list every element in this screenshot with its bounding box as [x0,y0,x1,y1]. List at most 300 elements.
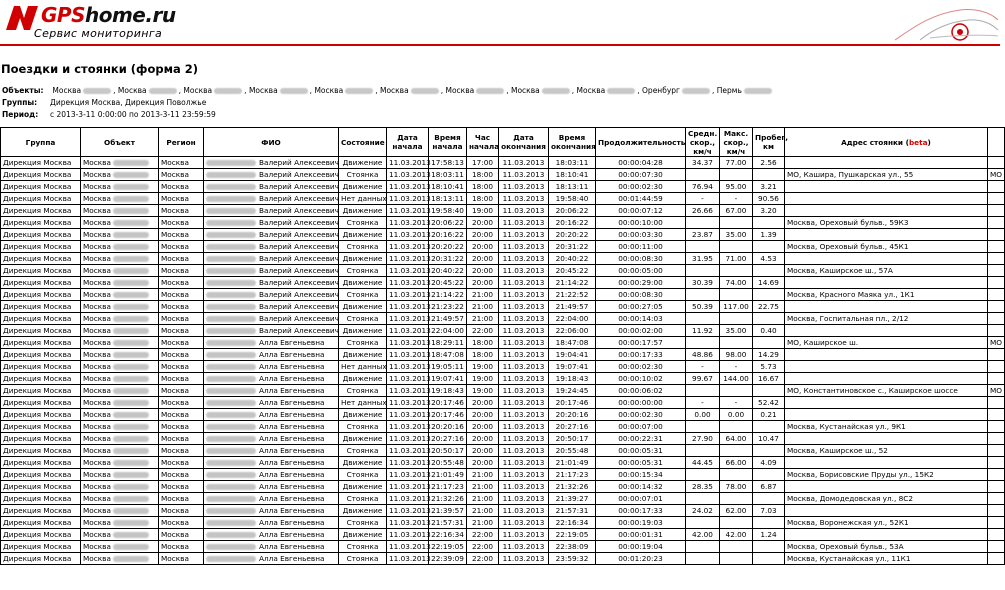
redacted-object-id [113,340,149,346]
cell-max-speed [720,337,753,349]
cell-region: Москва [159,421,204,433]
redacted-object-id [113,544,149,550]
cell-region: Москва [159,301,204,313]
page-title: Поездки и стоянки (форма 2) [1,62,199,76]
table-row [1,373,1005,385]
cell-group: Дирекция Москва [1,553,81,565]
table-body [1,157,1005,565]
cell-state: Движение [339,253,387,265]
cell-start-time: 19:18:43 [429,385,467,397]
cell-region: Москва [159,169,204,181]
cell-mileage: 4.53 [753,253,785,265]
cell-extra [988,301,1005,313]
cell-start-date: 11.03.2013 [387,529,429,541]
cell-name [204,253,339,265]
cell-extra [988,457,1005,469]
cell-avg-speed: 28.35 [686,481,720,493]
redacted-object-id [113,208,149,214]
cell-state: Движение [339,529,387,541]
object-text: Москва [83,434,111,443]
cell-duration: 00:00:10:02 [596,373,686,385]
cell-address [785,181,988,193]
cell-max-speed: 117.00 [720,301,753,313]
table-row [1,253,1005,265]
cell-name [204,445,339,457]
cell-object [81,529,159,541]
redacted-surname [206,544,256,550]
redacted-object-id [280,88,308,94]
cell-start-hour: 19:00 [467,385,499,397]
col-avg-speed[interactable]: Средн. скор., км/ч [686,128,720,157]
object-city: Москва [511,86,540,95]
object-text: Москва [83,398,111,407]
cell-start-hour: 20:00 [467,265,499,277]
redacted-object-id [113,496,149,502]
cell-region: Москва [159,349,204,361]
object-text: Москва [83,266,111,275]
cell-end-date: 11.03.2013 [499,421,549,433]
cell-duration: 00:00:07:12 [596,205,686,217]
cell-duration: 00:00:08:30 [596,253,686,265]
cell-extra [988,325,1005,337]
table-row [1,241,1005,253]
cell-max-speed [720,553,753,565]
cell-max-speed [720,217,753,229]
cell-object [81,253,159,265]
cell-start-time: 20:50:17 [429,445,467,457]
redacted-object-id [113,196,149,202]
cell-extra: МО [988,385,1005,397]
redacted-surname [206,364,256,370]
table-row [1,325,1005,337]
cell-start-hour: 22:00 [467,541,499,553]
cell-object [81,181,159,193]
objects-line [2,86,774,95]
cell-max-speed [720,445,753,457]
cell-start-hour: 21:00 [467,505,499,517]
cell-name [204,289,339,301]
cell-mileage [753,265,785,277]
cell-end-time: 20:27:16 [549,421,596,433]
groups-value: Дирекция Москва, Дирекция Поволжье [50,98,207,107]
cell-mileage: 5.73 [753,361,785,373]
cell-end-date: 11.03.2013 [499,289,549,301]
table-row [1,529,1005,541]
object-entry [717,86,774,95]
object-text: Москва [83,182,111,191]
cell-start-date: 11.03.2013 [387,493,429,505]
cell-avg-speed: 26.66 [686,205,720,217]
name-text: Алла Евгеньевна [259,386,325,395]
cell-group: Дирекция Москва [1,397,81,409]
cell-state: Движение [339,349,387,361]
name-text: Валерий Алексеевич [259,266,339,275]
cell-end-date: 11.03.2013 [499,349,549,361]
redacted-object-id [607,88,635,94]
table-row [1,193,1005,205]
cell-region: Москва [159,241,204,253]
cell-state: Стоянка [339,445,387,457]
cell-start-hour: 20:00 [467,253,499,265]
object-text: Москва [83,278,111,287]
object-text: Москва [83,530,111,539]
cell-state: Стоянка [339,421,387,433]
cell-extra [988,229,1005,241]
redacted-surname [206,316,256,322]
cell-mileage: 3.20 [753,205,785,217]
cell-extra [988,313,1005,325]
cell-region: Москва [159,193,204,205]
cell-avg-speed: - [686,361,720,373]
cell-name [204,241,339,253]
col-end-date[interactable]: Дата окончания [499,128,549,157]
name-text: Алла Евгеньевна [259,338,325,347]
col-end-time[interactable]: Время окончания [549,128,596,157]
logo-brand [41,3,176,27]
cell-address: Москва, Домодедовская ул., 8С2 [785,493,988,505]
cell-address [785,397,988,409]
cell-end-time: 18:47:08 [549,337,596,349]
name-text: Валерий Алексеевич [259,230,339,239]
cell-start-hour: 20:00 [467,397,499,409]
redacted-object-id [542,88,570,94]
cell-extra [988,241,1005,253]
cell-avg-speed: 34.37 [686,157,720,169]
redacted-object-id [476,88,504,94]
cell-mileage [753,421,785,433]
cell-extra [988,289,1005,301]
cell-group: Дирекция Москва [1,229,81,241]
cell-mileage [753,169,785,181]
redacted-surname [206,256,256,262]
col-duration[interactable]: Продолжительность [596,128,686,157]
cell-name [204,313,339,325]
cell-state: Движение [339,325,387,337]
cell-object [81,373,159,385]
object-text: Москва [83,374,111,383]
cell-start-time: 21:49:57 [429,313,467,325]
cell-max-speed: - [720,193,753,205]
cell-region: Москва [159,313,204,325]
cell-avg-speed [686,445,720,457]
cell-name [204,337,339,349]
cell-state: Стоянка [339,289,387,301]
object-text: Москва [83,206,111,215]
redacted-object-id [744,88,772,94]
redacted-object-id [113,292,149,298]
col-start-hour[interactable]: Час начала [467,128,499,157]
cell-avg-speed [686,289,720,301]
cell-state: Движение [339,229,387,241]
cell-name [204,529,339,541]
cell-mileage [753,385,785,397]
cell-end-date: 11.03.2013 [499,313,549,325]
cell-address [785,325,988,337]
cell-name [204,397,339,409]
cell-max-speed [720,385,753,397]
object-city: Москва [183,86,213,95]
col-address[interactable] [785,128,988,157]
cell-name [204,277,339,289]
cell-max-speed: 71.00 [720,253,753,265]
cell-region: Москва [159,409,204,421]
cell-start-date: 11.03.2013 [387,397,429,409]
cell-region: Москва [159,397,204,409]
cell-start-date: 11.03.2013 [387,301,429,313]
cell-state: Стоянка [339,469,387,481]
cell-max-speed [720,169,753,181]
redacted-object-id [113,388,149,394]
cell-group: Дирекция Москва [1,301,81,313]
table-row [1,181,1005,193]
col-name[interactable]: ФИО [204,128,339,157]
objects-label: Объекты: [2,86,44,95]
cell-avg-speed: 76.94 [686,181,720,193]
cell-start-hour: 20:00 [467,457,499,469]
cell-name [204,493,339,505]
redacted-object-id [113,556,149,562]
table-row [1,409,1005,421]
name-text: Валерий Алексеевич [259,326,339,335]
cell-extra [988,505,1005,517]
cell-start-date: 11.03.2013 [387,421,429,433]
cell-start-hour: 21:00 [467,313,499,325]
cell-address [785,505,988,517]
name-text: Алла Евгеньевна [259,518,325,527]
table-row [1,397,1005,409]
cell-address [785,253,988,265]
cell-group: Дирекция Москва [1,241,81,253]
cell-avg-speed [686,265,720,277]
cell-avg-speed: 11.92 [686,325,720,337]
cell-object [81,217,159,229]
name-text: Валерий Алексеевич [259,314,339,323]
redacted-object-id [113,364,149,370]
cell-start-time: 20:31:22 [429,253,467,265]
cell-group: Дирекция Москва [1,169,81,181]
redacted-surname [206,388,256,394]
cell-start-date: 11.03.2013 [387,253,429,265]
cell-max-speed: - [720,397,753,409]
table-row [1,169,1005,181]
cell-start-hour: 18:00 [467,193,499,205]
cell-start-hour: 18:00 [467,337,499,349]
redacted-object-id [113,280,149,286]
name-text: Алла Евгеньевна [259,494,325,503]
redacted-object-id [113,532,149,538]
cell-name [204,505,339,517]
cell-start-date: 11.03.2013 [387,457,429,469]
col-state[interactable]: Состояние [339,128,387,157]
redacted-surname [206,184,256,190]
cell-end-time: 21:14:22 [549,277,596,289]
redacted-object-id [113,316,149,322]
cell-address: Москва, Госпитальная пл., 2/12 [785,313,988,325]
cell-avg-speed: - [686,397,720,409]
cell-end-date: 11.03.2013 [499,529,549,541]
cell-duration: 00:00:19:04 [596,541,686,553]
col-region[interactable]: Регион [159,128,204,157]
cell-max-speed [720,493,753,505]
cell-group: Дирекция Москва [1,205,81,217]
redacted-object-id [113,352,149,358]
object-text: Москва [83,230,111,239]
cell-state: Стоянка [339,241,387,253]
cell-name [204,361,339,373]
table-row [1,217,1005,229]
cell-extra [988,361,1005,373]
table-row [1,205,1005,217]
redacted-object-id [113,508,149,514]
cell-start-date: 11.03.2013 [387,469,429,481]
cell-object [81,289,159,301]
cell-start-date: 11.03.2013 [387,313,429,325]
cell-max-speed: 35.00 [720,325,753,337]
cell-start-date: 11.03.2013 [387,517,429,529]
cell-start-time: 19:58:40 [429,205,467,217]
cell-start-hour: 21:00 [467,289,499,301]
cell-region: Москва [159,253,204,265]
cell-mileage [753,313,785,325]
cell-start-date: 11.03.2013 [387,193,429,205]
object-entry: Оренбург , [642,86,717,95]
col-start-date[interactable]: Дата начала [387,128,429,157]
cell-start-date: 11.03.2013 [387,541,429,553]
cell-address [785,205,988,217]
car-outline-icon [890,0,1000,44]
cell-group: Дирекция Москва [1,217,81,229]
cell-region: Москва [159,205,204,217]
cell-mileage [753,469,785,481]
cell-duration: 00:00:15:34 [596,469,686,481]
redacted-object-id [113,472,149,478]
cell-start-time: 21:57:31 [429,517,467,529]
cell-address [785,361,988,373]
cell-start-date: 11.03.2013 [387,217,429,229]
cell-duration: 00:00:06:02 [596,385,686,397]
cell-start-time: 22:39:09 [429,553,467,565]
cell-object [81,541,159,553]
cell-region: Москва [159,517,204,529]
cell-object [81,553,159,565]
cell-region: Москва [159,229,204,241]
cell-avg-speed [686,553,720,565]
period-label: Период: [2,110,39,119]
col-mileage[interactable]: Пробег, км [753,128,785,157]
cell-group: Дирекция Москва [1,445,81,457]
cell-duration: 00:01:44:59 [596,193,686,205]
col-max-speed[interactable]: Макс. скор., км/ч [720,128,753,157]
cell-address: Москва, Ореховый бульв., 59К3 [785,217,988,229]
cell-mileage: 0.21 [753,409,785,421]
cell-duration: 00:00:02:30 [596,361,686,373]
cell-duration: 00:00:22:31 [596,433,686,445]
cell-duration: 00:00:29:00 [596,277,686,289]
object-city: Пермь [716,86,742,95]
cell-address: Москва, Ореховый бульв., 53А [785,541,988,553]
cell-group: Дирекция Москва [1,433,81,445]
cell-state: Стоянка [339,517,387,529]
cell-max-speed: 77.00 [720,157,753,169]
object-text: Москва [83,326,111,335]
cell-max-speed: 42.00 [720,529,753,541]
cell-state: Стоянка [339,337,387,349]
cell-avg-speed: 23.87 [686,229,720,241]
cell-start-time: 20:27:16 [429,433,467,445]
cell-name [204,325,339,337]
redacted-object-id [682,88,710,94]
cell-mileage: 2.56 [753,157,785,169]
redacted-surname [206,448,256,454]
cell-start-hour: 18:00 [467,349,499,361]
cell-address [785,277,988,289]
cell-max-speed: 144.00 [720,373,753,385]
cell-object [81,205,159,217]
cell-avg-speed [686,241,720,253]
cell-end-time: 18:03:11 [549,157,596,169]
cell-start-date: 11.03.2013 [387,505,429,517]
cell-name [204,265,339,277]
cell-extra [988,205,1005,217]
cell-max-speed: 62.00 [720,505,753,517]
cell-max-speed: 67.00 [720,205,753,217]
name-text: Алла Евгеньевна [259,422,325,431]
cell-mileage: 90.56 [753,193,785,205]
cell-address: Москва, Борисовские Пруды ул., 15К2 [785,469,988,481]
cell-start-time: 21:39:57 [429,505,467,517]
name-text: Алла Евгеньевна [259,434,325,443]
cell-object [81,325,159,337]
object-text: Москва [83,506,111,515]
cell-max-speed [720,469,753,481]
redacted-object-id [214,88,242,94]
cell-start-date: 11.03.2013 [387,349,429,361]
col-object[interactable]: Объект [81,128,159,157]
cell-end-date: 11.03.2013 [499,373,549,385]
cell-end-time: 20:20:16 [549,409,596,421]
col-start-time[interactable]: Время начала [429,128,467,157]
cell-start-hour: 21:00 [467,301,499,313]
redacted-surname [206,460,256,466]
cell-group: Дирекция Москва [1,181,81,193]
col-group[interactable]: Группа [1,128,81,157]
cell-end-date: 11.03.2013 [499,301,549,313]
redacted-object-id [113,376,149,382]
cell-state: Стоянка [339,217,387,229]
cell-mileage: 0.40 [753,325,785,337]
cell-avg-speed [686,337,720,349]
cell-max-speed [720,241,753,253]
cell-end-time: 18:10:41 [549,169,596,181]
object-text: Москва [83,458,111,467]
redacted-object-id [149,88,177,94]
cell-object [81,157,159,169]
cell-object [81,265,159,277]
cell-duration: 00:00:02:00 [596,325,686,337]
cell-duration: 00:00:17:33 [596,505,686,517]
cell-duration: 00:00:19:03 [596,517,686,529]
cell-end-time: 18:13:11 [549,181,596,193]
redacted-object-id [113,424,149,430]
cell-mileage: 6.87 [753,481,785,493]
object-entry: Москва , [379,86,446,95]
redacted-surname [206,436,256,442]
object-text: Москва [83,410,111,419]
redacted-surname [206,496,256,502]
cell-end-date: 11.03.2013 [499,433,549,445]
cell-mileage: 4.09 [753,457,785,469]
cell-name [204,205,339,217]
